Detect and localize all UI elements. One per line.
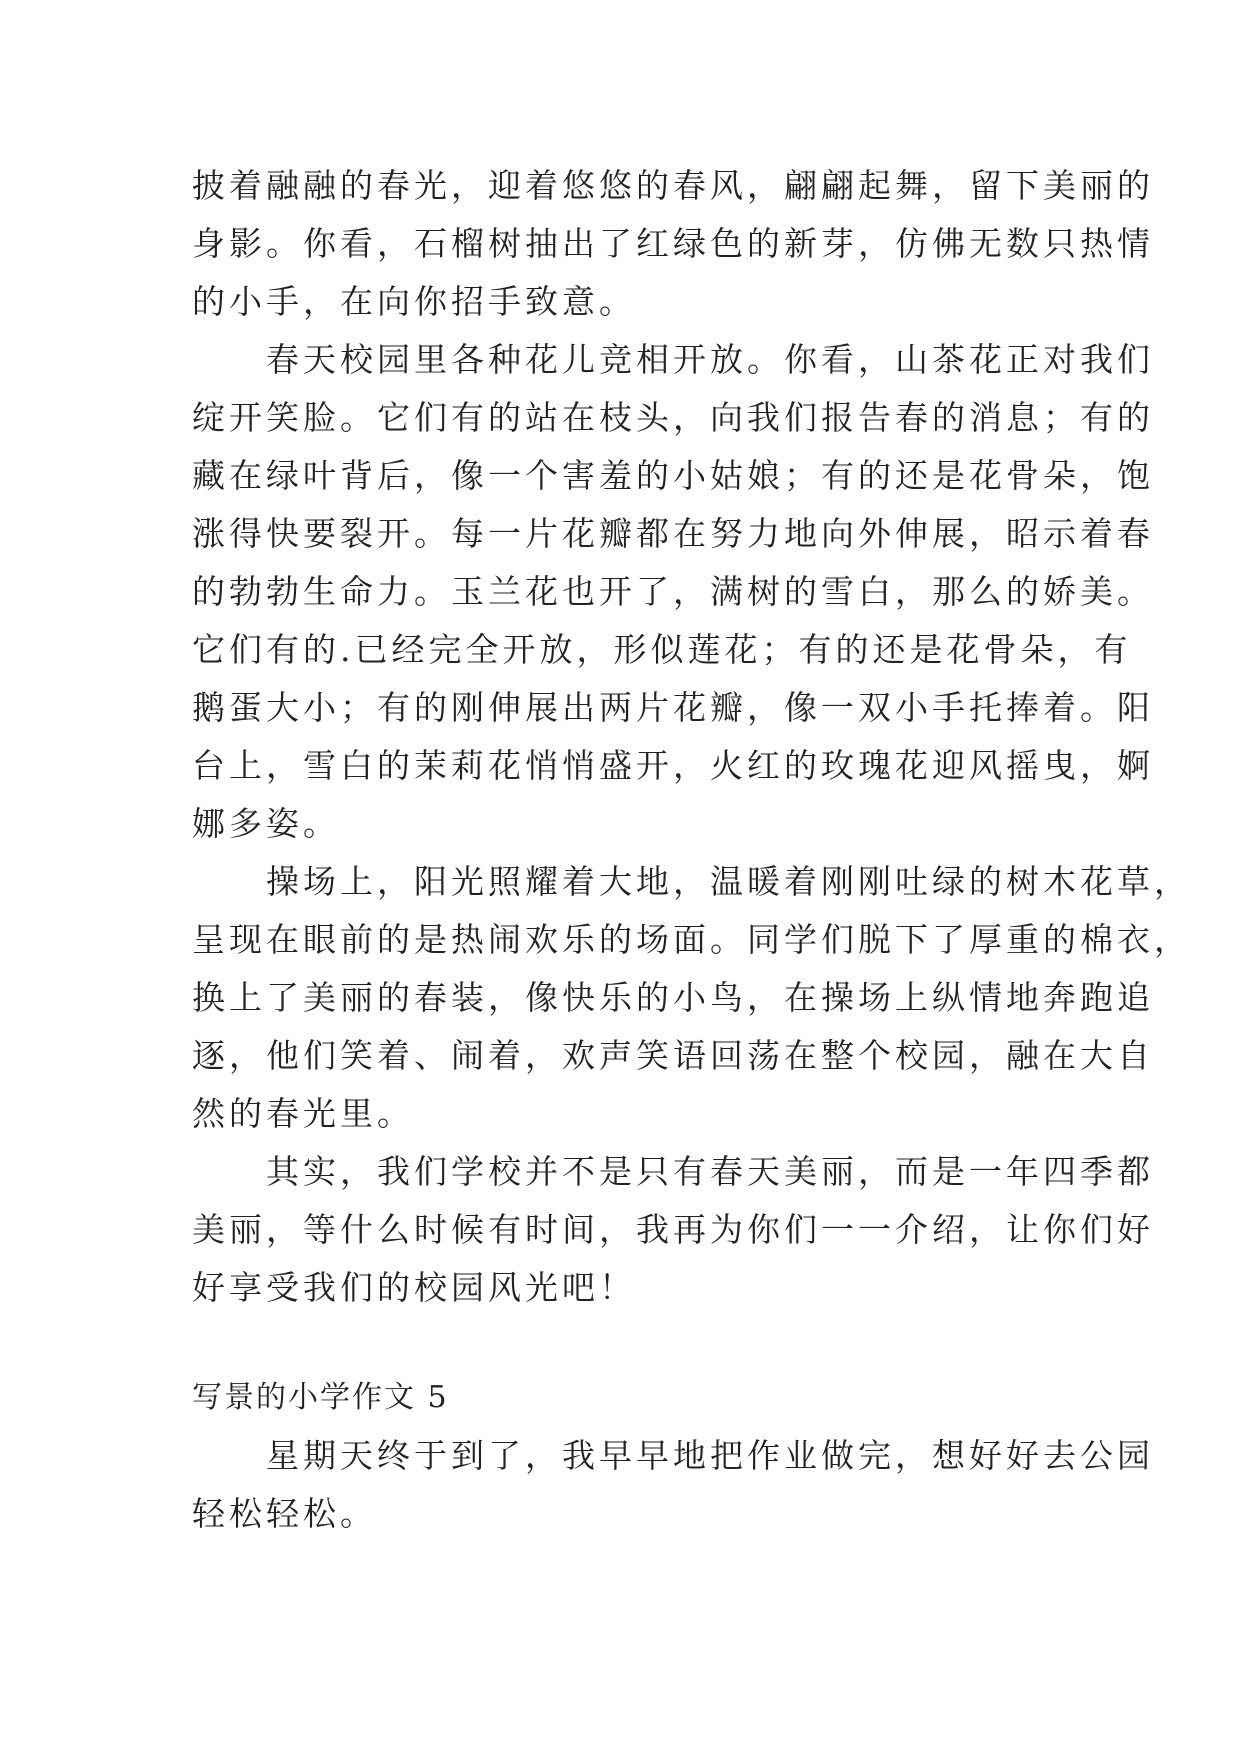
text-line: 藏在绿叶背后，像一个害羞的小姑娘；有的还是花骨朵，饱 <box>192 456 1154 495</box>
section-heading: 写景的小学作文 5 <box>192 1380 449 1415</box>
text-line: 好享受我们的校园风光吧！ <box>192 1268 636 1307</box>
text-line: 的勃勃生命力。玉兰花也开了，满树的雪白，那么的娇美。 <box>192 572 1154 611</box>
text-line: 它们有的.已经完全开放，形似莲花；有的还是花骨朵，有 <box>192 630 1132 669</box>
text-line: 轻松轻松。 <box>192 1494 377 1533</box>
text-line: 操场上，阳光照耀着大地，温暖着刚刚吐绿的树木花草， <box>192 862 1191 901</box>
text-line: 其实，我们学校并不是只有春天美丽，而是一年四季都 <box>192 1152 1154 1191</box>
text-line: 的小手，在向你招手致意。 <box>192 282 636 321</box>
text-line: 然的春光里。 <box>192 1094 414 1133</box>
text-line: 鹅蛋大小；有的刚伸展出两片花瓣，像一双小手托捧着。阳 <box>192 688 1154 727</box>
text-line: 星期天终于到了，我早早地把作业做完，想好好去公园 <box>192 1436 1154 1475</box>
text-line: 呈现在眼前的是热闹欢乐的场面。同学们脱下了厚重的棉衣， <box>192 920 1191 959</box>
text-line: 逐，他们笑着、闹着，欢声笑语回荡在整个校园，融在大自 <box>192 1036 1154 1075</box>
text-line: 美丽，等什么时候有时间，我再为你们一一介绍，让你们好 <box>192 1210 1154 1249</box>
text-line: 身影。你看，石榴树抽出了红绿色的新芽，仿佛无数只热情 <box>192 224 1154 263</box>
text-line: 绽开笑脸。它们有的站在枝头，向我们报告春的消息；有的 <box>192 398 1154 437</box>
text-line: 涨得快要裂开。每一片花瓣都在努力地向外伸展，昭示着春 <box>192 514 1154 553</box>
text-line: 披着融融的春光，迎着悠悠的春风，翩翩起舞，留下美丽的 <box>192 166 1154 205</box>
text-line: 换上了美丽的春装，像快乐的小鸟，在操场上纵情地奔跑追 <box>192 978 1154 1017</box>
text-line: 台上，雪白的茉莉花悄悄盛开，火红的玫瑰花迎风摇曳，婀 <box>192 746 1154 785</box>
text-line: 娜多姿。 <box>192 804 340 843</box>
text-line: 春天校园里各种花儿竞相开放。你看，山茶花正对我们 <box>192 340 1154 379</box>
